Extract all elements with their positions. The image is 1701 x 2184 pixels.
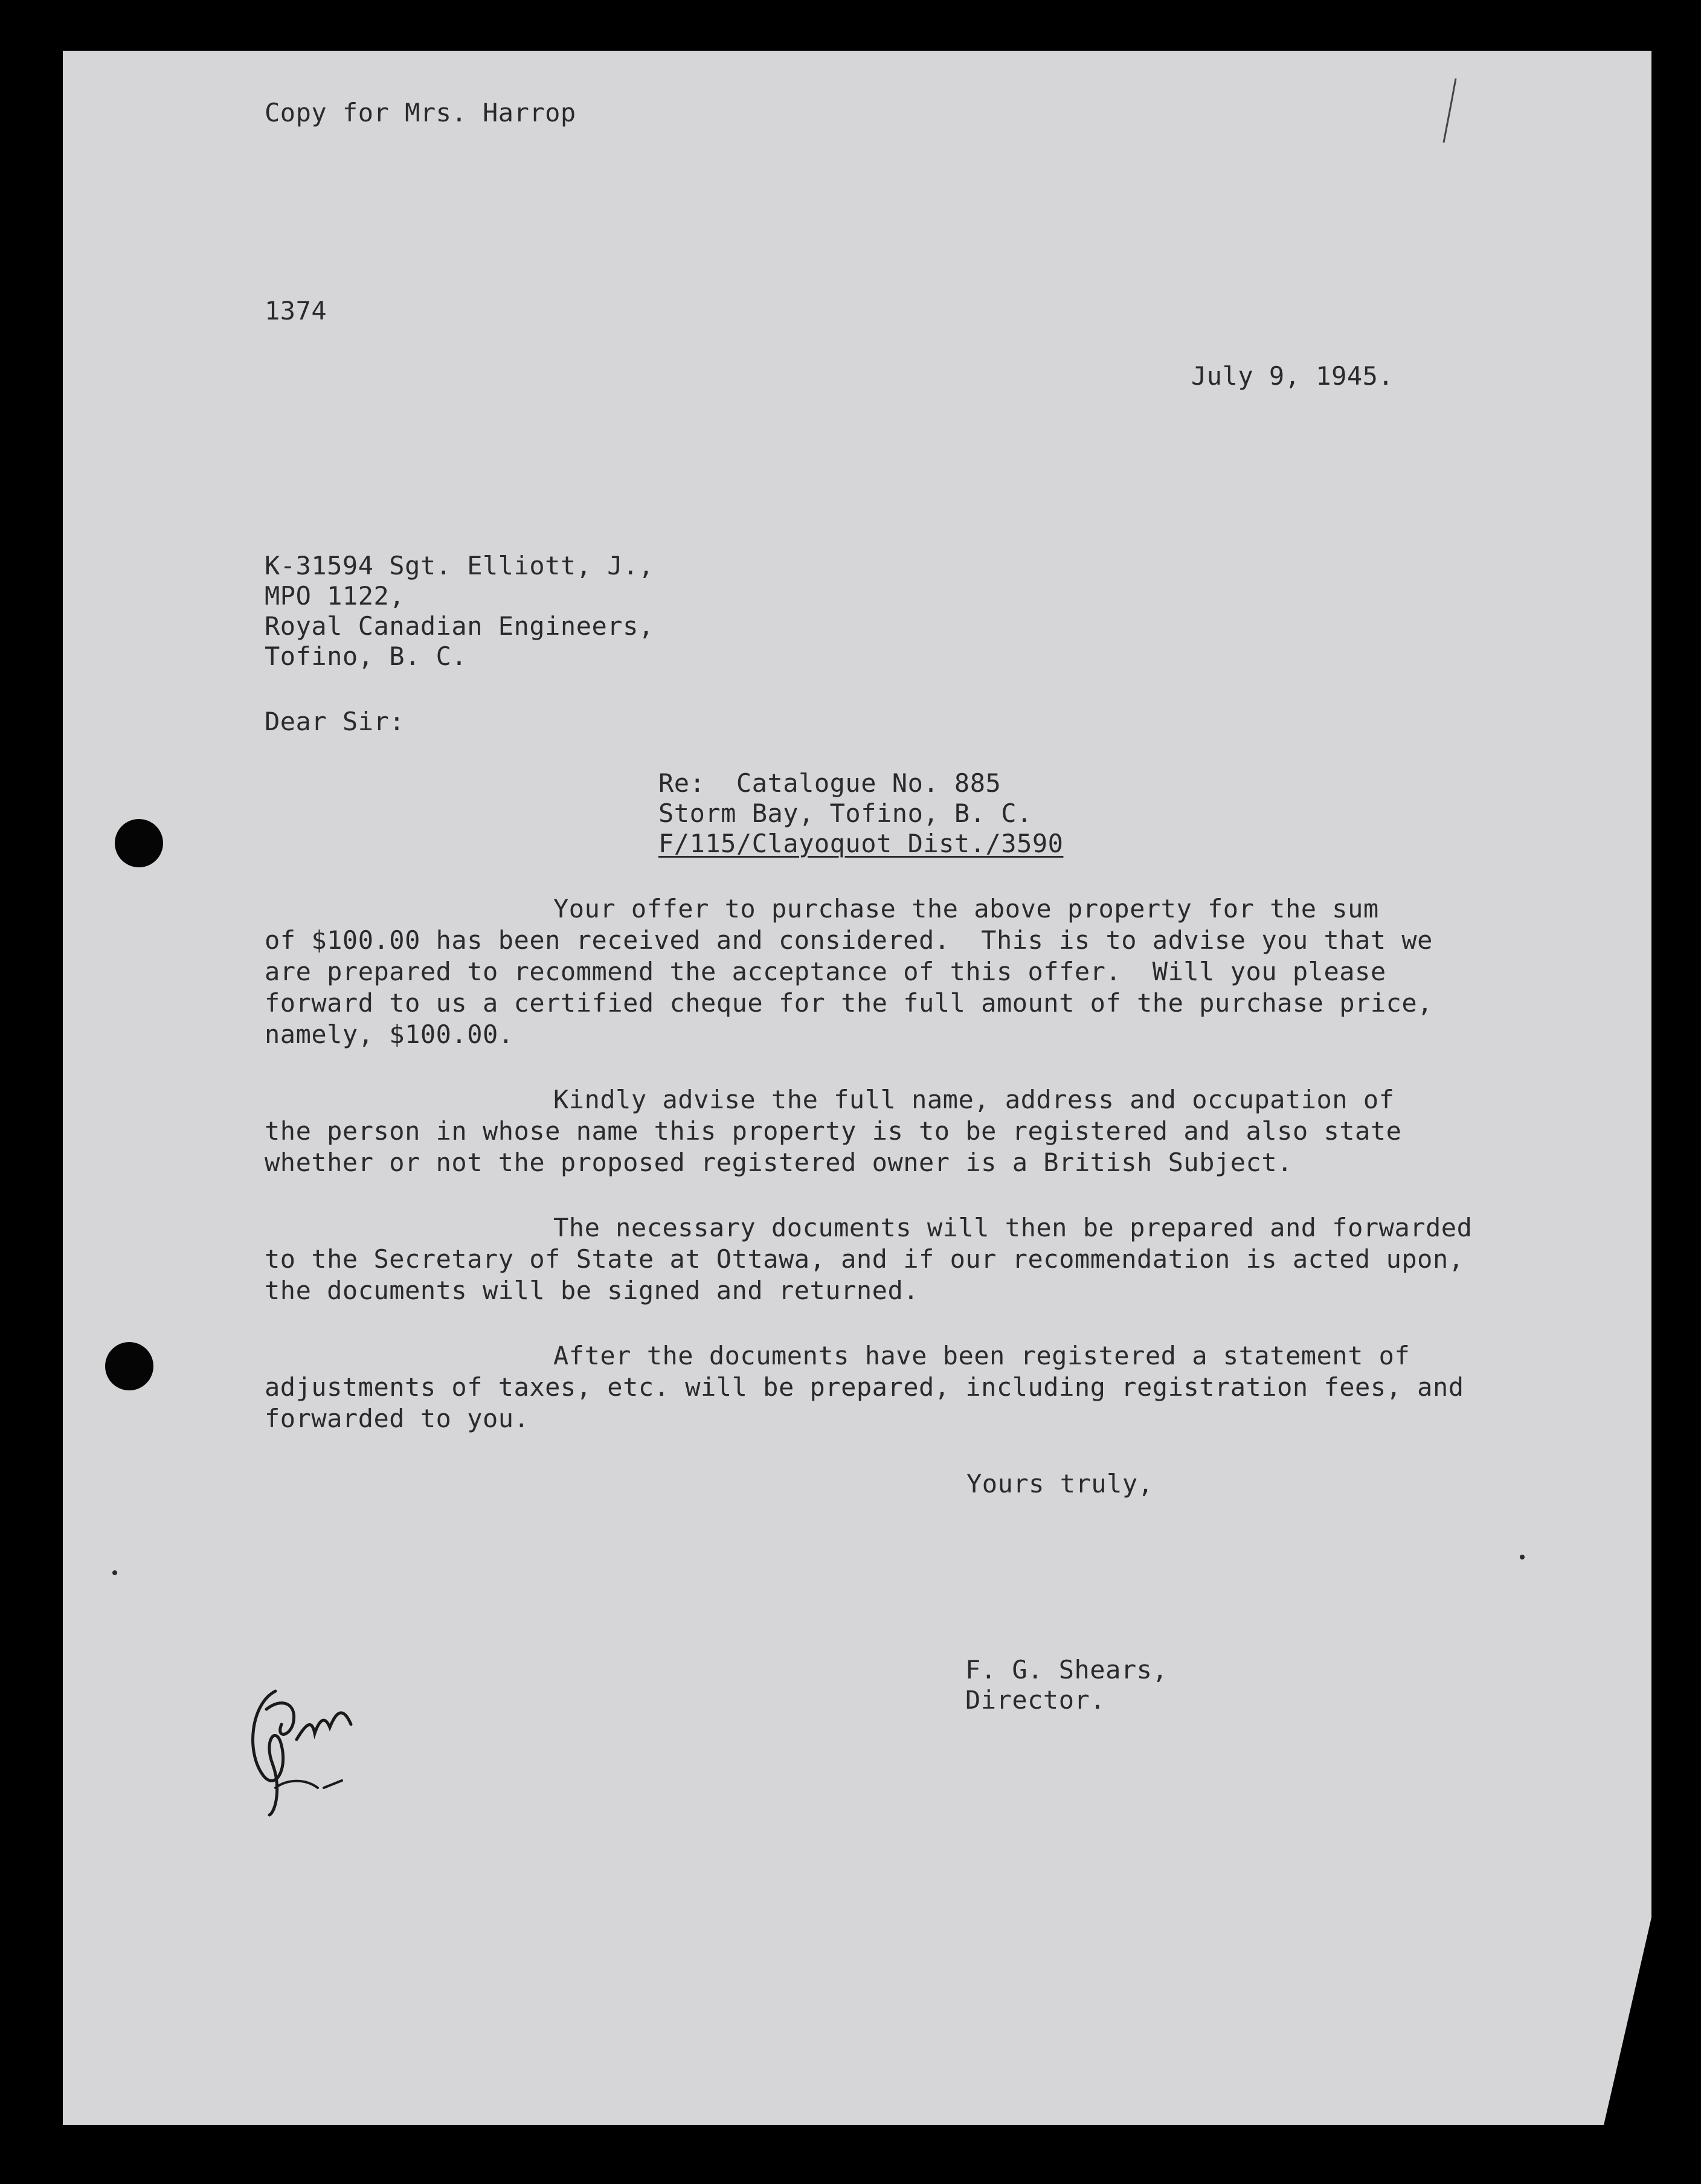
paragraph-1-line-4: forward to us a certified cheque for the full amount of the purchase price,: [265, 988, 1433, 1018]
paragraph-2-line-2: the person in whose name this property is to be registered and also state: [265, 1116, 1402, 1146]
recipient-line-3: Royal Canadian Engineers,: [265, 611, 654, 641]
salutation: Dear Sir:: [265, 707, 405, 736]
paragraph-1-line-1: Your offer to purchase the above property for the sum: [553, 894, 1379, 923]
closing: Yours truly,: [966, 1469, 1154, 1498]
recipient-line-4: Tofino, B. C.: [265, 641, 468, 671]
paragraph-3-line-3: the documents will be signed and returned.: [265, 1276, 919, 1305]
reference-line-3: F/115/Clayoquot Dist./3590: [658, 829, 1064, 858]
paragraph-3-line-1: The necessary documents will then be prepared and forwarded: [553, 1213, 1473, 1242]
pencil-mark: [1438, 75, 1462, 147]
punch-hole-bottom: [105, 1342, 153, 1390]
signatory-title: Director.: [965, 1685, 1106, 1715]
speck-right: [1520, 1555, 1525, 1559]
paragraph-1-line-5: namely, $100.00.: [265, 1020, 514, 1049]
reference-line-1: Re: Catalogue No. 885: [658, 768, 1002, 798]
paragraph-3-line-2: to the Secretary of State at Ottawa, and if our recommendation is acted upon,: [265, 1244, 1464, 1274]
paragraph-4-line-1: After the documents have been registered a statement of: [553, 1341, 1410, 1370]
paragraph-1-line-3: are prepared to recommend the acceptance of this offer. Will you please: [265, 957, 1386, 986]
paragraph-4-line-2: adjustments of taxes, etc. will be prepared, including registration fees, and: [265, 1372, 1464, 1402]
punch-hole-top: [115, 819, 163, 867]
signatory-name: F. G. Shears,: [965, 1655, 1168, 1685]
paragraph-1-line-2: of $100.00 has been received and considered. This is to advise you that we: [265, 925, 1433, 955]
reference-line-2: Storm Bay, Tofino, B. C.: [658, 798, 1032, 828]
paragraph-2-line-3: whether or not the proposed registered owner is a British Subject.: [265, 1148, 1293, 1177]
copy-note: Copy for Mrs. Harrop: [265, 98, 576, 127]
paragraph-4-line-3: forwarded to you.: [265, 1404, 530, 1433]
file-number: 1374: [265, 296, 327, 326]
recipient-line-2: MPO 1122,: [265, 581, 405, 611]
recipient-line-1: K-31594 Sgt. Elliott, J.,: [265, 551, 654, 580]
paragraph-2-line-1: Kindly advise the full name, address and occupation of: [553, 1085, 1395, 1114]
handwritten-initials: [239, 1667, 378, 1818]
speck-left: [112, 1570, 117, 1575]
letter-date: July 9, 1945.: [1191, 361, 1394, 391]
